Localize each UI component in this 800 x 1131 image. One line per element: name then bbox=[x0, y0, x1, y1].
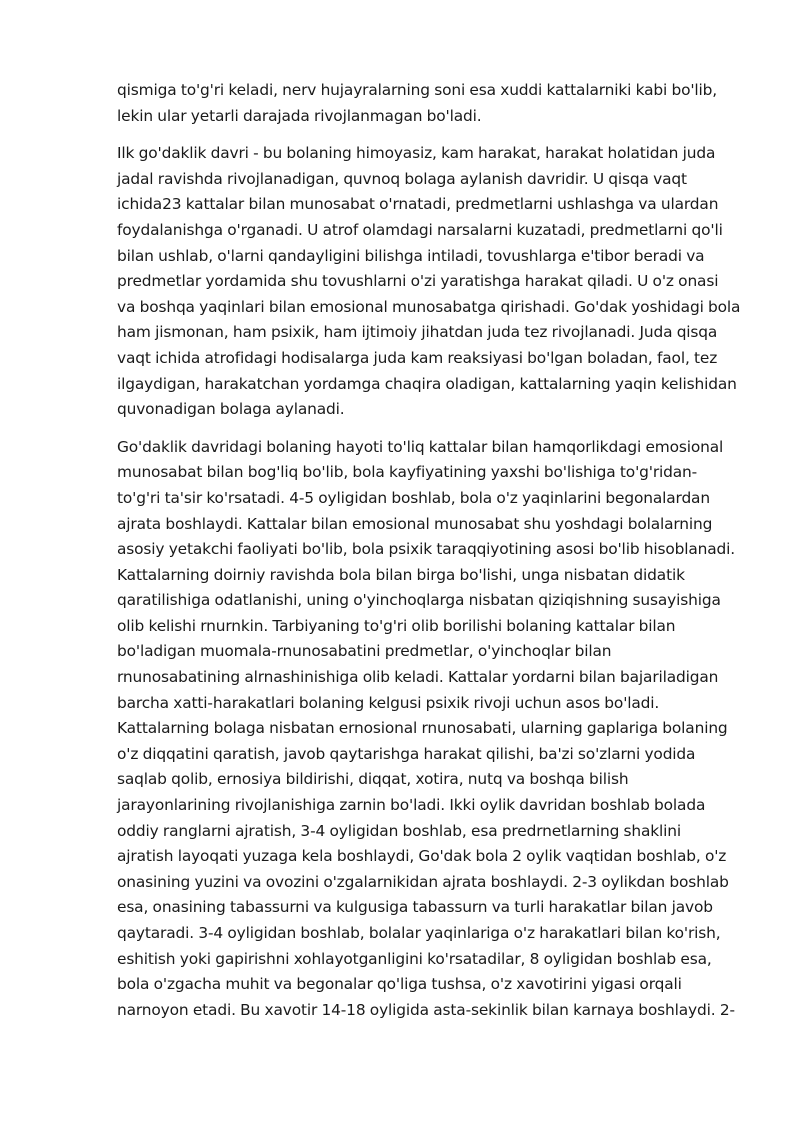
paragraph-1 bbox=[117, 78, 743, 129]
text-line: to'g'ri ta'sir ko'rsatadi. 4-5 oyligidan boshlab, bola o'z yaqinlarini begonalardan bbox=[117, 488, 710, 507]
text-line: lekin ular yetarli darajada rivojlanmagan bo'ladi. bbox=[117, 106, 482, 125]
text-line: ajrata boshlaydi. Kattalar bilan emosional munosabat shu yoshdagi bolalarning bbox=[117, 514, 713, 533]
text-line: esa, onasining tabassurni va kulgusiga tabassurn va turli harakatlar bilan javob bbox=[117, 898, 713, 917]
text-line: narnoyon etadi. Bu xavotir 14-18 oyligida asta-sekinlik bilan karnaya boshlaydi. 2- bbox=[117, 1000, 735, 1019]
text-line: qaratilishiga odatlanishi, uning o'yinchoqlarga nisbatan qiziqishning susayishiga bbox=[117, 591, 721, 610]
text-line: bo'ladigan muomala-rnunosabatini predmetlar, o'yinchoqlar bilan bbox=[117, 642, 612, 661]
text-line: foydalanishga o'rganadi. U atrof olamdagi narsalarni kuzatadi, predmetlarni qo'li bbox=[117, 220, 723, 239]
text-line: qismiga to'g'ri keladi, nerv hujayralarning soni esa xuddi kattalarniki kabi bo'lib, bbox=[117, 81, 718, 99]
text-line: jadal ravishda rivojlanadigan, quvnoq bolaga aylanish davridir. U qisqa vaqt bbox=[117, 169, 687, 188]
document-page bbox=[117, 78, 743, 1035]
text-line: o'z diqqatini qaratish, javob qaytarishga harakat qilishi, ba'zi so'zlarni yodida bbox=[117, 744, 696, 763]
text-line: olib kelishi rnurnkin. Tarbiyaning to'g'ri olib borilishi bolaning kattalar bilan bbox=[117, 616, 676, 635]
text-line: qaytaradi. 3-4 oyligidan boshlab, bolalar yaqinlariga o'z harakatlari bilan ko'rish, bbox=[117, 924, 721, 942]
text-line: Kattalarning doirniy ravishda bola bilan birga bo'lishi, unga nisbatan didatik bbox=[117, 565, 685, 584]
paragraph-2 bbox=[117, 141, 743, 423]
text-line: eshitish yoki gapirishni xohlayotganligini ko'rsatadilar, 8 oyligidan boshlab esa, bbox=[117, 949, 712, 968]
text-line: asosiy yetakchi faoliyati bo'lib, bola psixik taraqqiyotining asosi bo'lib hisoblanadi. bbox=[117, 540, 736, 559]
text-line: va boshqa yaqinlari bilan emosional munosabatga qirishadi. Go'dak yoshidagi bola bbox=[117, 297, 741, 316]
text-line: rnunosabatining alrnashinishiga olib keladi. Kattalar yordarni bilan bajariladigan bbox=[117, 668, 719, 687]
text-line: munosabat bilan bog'liq bo'lib, bola kayfiyatining yaxshi bo'lishiga to'g'ridan- bbox=[117, 463, 698, 482]
text-line: barcha xatti-harakatlari bolaning kelgusi psixik rivoji uchun asos bo'ladi. bbox=[117, 693, 660, 712]
text-line: predmetlar yordamida shu tovushlarni o'zi yaratishga harakat qiladi. U o'z onasi bbox=[117, 272, 719, 291]
text-line: ham jismonan, ham psixik, ham ijtimoiy jihatdan juda tez rivojlanadi. Juda qisqa bbox=[117, 323, 718, 342]
text-line: Kattalarning bolaga nisbatan ernosional rnunosabati, ularning gaplariga bolaning bbox=[117, 719, 728, 738]
text-line: jarayonlarining rivojlanishiga zarnin bo'ladi. Ikki oylik davridan boshlab bolada bbox=[117, 796, 706, 815]
text-line: Ilk go'daklik davri - bu bolaning himoyasiz, kam harakat, harakat holatidan juda bbox=[117, 144, 716, 163]
text-line: saqlab qolib, ernosiya bildirishi, diqqat, xotira, nutq va boshqa bilish bbox=[117, 770, 629, 789]
text-line: oddiy ranglarni ajratish, 3-4 oyligidan boshlab, esa predrnetlarning shaklini bbox=[117, 821, 682, 840]
text-line: quvonadigan bolaga aylanadi. bbox=[117, 400, 345, 419]
text-line: ajratish layoqati yuzaga kela boshlaydi, Go'dak bola 2 oylik vaqtidan boshlab, o'z bbox=[117, 847, 727, 866]
text-line: bola o'zgacha muhit va begonalar qo'liga tushsa, o'z xavotirini yigasi orqali bbox=[117, 975, 682, 994]
text-line: Go'daklik davridagi bolaning hayoti to'liq kattalar bilan hamqorlikdagi emosional bbox=[117, 437, 724, 456]
text-line: bilan ushlab, o'larni qandayligini bilishga intiladi, tovushlarga e'tibor beradi va bbox=[117, 246, 705, 265]
text-line: ilgaydigan, harakatchan yordamga chaqira oladigan, kattalarning yaqin kelishidan bbox=[117, 374, 737, 393]
text-line: vaqt ichida atrofidagi hodisalarga juda kam reaksiyasi bo'lgan boladan, faol, tez bbox=[117, 348, 718, 367]
paragraph-3 bbox=[117, 435, 743, 1024]
text-line: onasining yuzini va ovozini o'zgalarnikidan ajrata boshlaydi. 2-3 oylikdan boshlab bbox=[117, 872, 729, 891]
text-line: ichida23 kattalar bilan munosabat o'rnatadi, predmetlarni ushlashga va ulardan bbox=[117, 195, 719, 214]
